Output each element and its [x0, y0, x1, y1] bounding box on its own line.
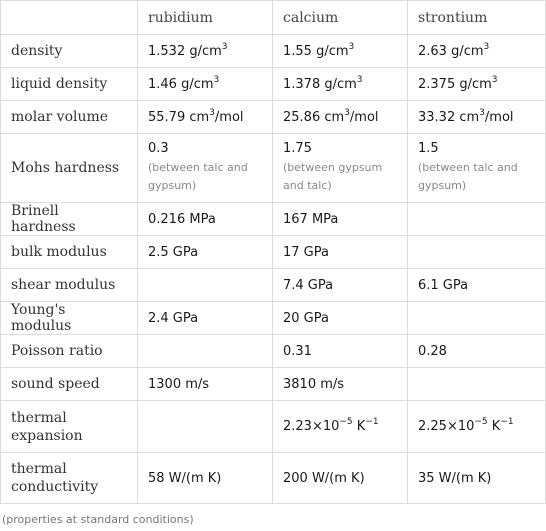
value-superscript: 3	[483, 41, 490, 52]
value-cell: 1300 m/s	[138, 368, 273, 401]
value-cell	[273, 68, 408, 101]
column-header-calcium: calcium	[273, 1, 408, 35]
value-cell: 2.5 GPa	[138, 236, 273, 269]
value-text: 25.86 cm	[283, 109, 345, 125]
value-cell: 200 W/(m K)	[273, 453, 408, 504]
value-cell	[273, 35, 408, 68]
footnote: (properties at standard conditions)	[2, 513, 194, 526]
value-text: 2.63 g/cm	[418, 43, 484, 59]
value-superscript: 3	[491, 74, 498, 85]
value-superscript: 3	[479, 107, 485, 118]
value-cell	[408, 401, 546, 453]
value-superscript: 3	[348, 41, 355, 52]
table-row	[1, 302, 546, 335]
value-cell	[408, 35, 546, 68]
value-unit: /mol	[484, 109, 514, 125]
row-label: bulk modulus	[1, 236, 138, 269]
value-cell	[138, 35, 273, 68]
value-superscript: −5	[339, 417, 353, 427]
value-cell	[408, 368, 546, 401]
value-cell	[408, 68, 546, 101]
table-row	[1, 368, 546, 401]
value-text: 1.5	[418, 141, 439, 156]
value-cell: 2.4 GPa	[138, 302, 273, 335]
corner-cell	[1, 1, 138, 35]
value-cell	[138, 68, 273, 101]
value-text: 1.46 g/cm	[148, 76, 214, 92]
value-superscript: 3	[209, 107, 215, 118]
value-cell	[138, 269, 273, 302]
row-label: thermal conductivity	[1, 453, 138, 504]
value-superscript: 3	[344, 107, 350, 118]
table-row	[1, 101, 546, 134]
value-cell: 0.28	[408, 335, 546, 368]
value-superscript: 3	[356, 74, 363, 85]
table-row	[1, 134, 546, 203]
value-cell	[408, 302, 546, 335]
value-cell	[138, 134, 273, 203]
value-cell: 6.1 GPa	[408, 269, 546, 302]
table-row	[1, 269, 546, 302]
value-text: 1.378 g/cm	[283, 76, 357, 92]
value-cell	[273, 134, 408, 203]
value-text: 2.25×10	[418, 419, 475, 434]
column-header-rubidium: rubidium	[138, 1, 273, 35]
value-text: 2.375 g/cm	[418, 76, 492, 92]
value-cell	[273, 401, 408, 453]
row-label: density	[1, 35, 138, 68]
table-row	[1, 401, 546, 453]
value-cell: 0.31	[273, 335, 408, 368]
value-text: 1.55 g/cm	[283, 43, 349, 59]
row-label: molar volume	[1, 101, 138, 134]
row-label: liquid density	[1, 68, 138, 101]
value-cell	[138, 101, 273, 134]
table-row	[1, 335, 546, 368]
value-superscript: 3	[213, 74, 220, 85]
value-text: 1.532 g/cm	[148, 43, 222, 59]
table-row	[1, 203, 546, 236]
value-cell	[273, 101, 408, 134]
value-text: 55.79 cm	[148, 109, 210, 125]
value-text: 0.3	[148, 141, 169, 156]
row-label: Mohs hardness	[1, 134, 138, 203]
value-unit: K	[487, 419, 501, 434]
table-row	[1, 236, 546, 269]
value-superscript: −1	[365, 417, 379, 427]
value-cell: 0.216 MPa	[138, 203, 273, 236]
value-cell: 20 GPa	[273, 302, 408, 335]
value-text: 1.75	[283, 141, 312, 156]
value-cell	[138, 401, 273, 453]
value-cell: 58 W/(m K)	[138, 453, 273, 504]
header-row	[1, 1, 546, 35]
row-label: sound speed	[1, 368, 138, 401]
value-text: 2.23×10	[283, 419, 340, 434]
value-cell	[138, 335, 273, 368]
row-label: thermal expansion	[1, 401, 138, 453]
table-row	[1, 68, 546, 101]
value-cell	[408, 236, 546, 269]
value-note: (between talc and gypsum)	[418, 161, 518, 192]
value-cell	[408, 101, 546, 134]
value-unit: /mol	[349, 109, 379, 125]
value-cell: 35 W/(m K)	[408, 453, 546, 504]
value-cell: 17 GPa	[273, 236, 408, 269]
value-note: (between gypsum and talc)	[283, 161, 383, 192]
column-header-strontium: strontium	[408, 1, 546, 35]
table-row	[1, 35, 546, 68]
row-label: shear modulus	[1, 269, 138, 302]
value-superscript: 3	[221, 41, 228, 52]
value-unit: /mol	[214, 109, 244, 125]
value-text: 33.32 cm	[418, 109, 480, 125]
value-note: (between talc and gypsum)	[148, 161, 248, 192]
value-superscript: −1	[500, 417, 514, 427]
row-label: Young's modulus	[1, 302, 138, 335]
value-cell: 3810 m/s	[273, 368, 408, 401]
row-label: Poisson ratio	[1, 335, 138, 368]
table-row	[1, 453, 546, 504]
value-cell: 7.4 GPa	[273, 269, 408, 302]
value-superscript: −5	[474, 417, 488, 427]
value-cell	[408, 134, 546, 203]
value-cell: 167 MPa	[273, 203, 408, 236]
value-cell	[408, 203, 546, 236]
value-unit: K	[352, 419, 366, 434]
row-label: Brinell hardness	[1, 203, 138, 236]
